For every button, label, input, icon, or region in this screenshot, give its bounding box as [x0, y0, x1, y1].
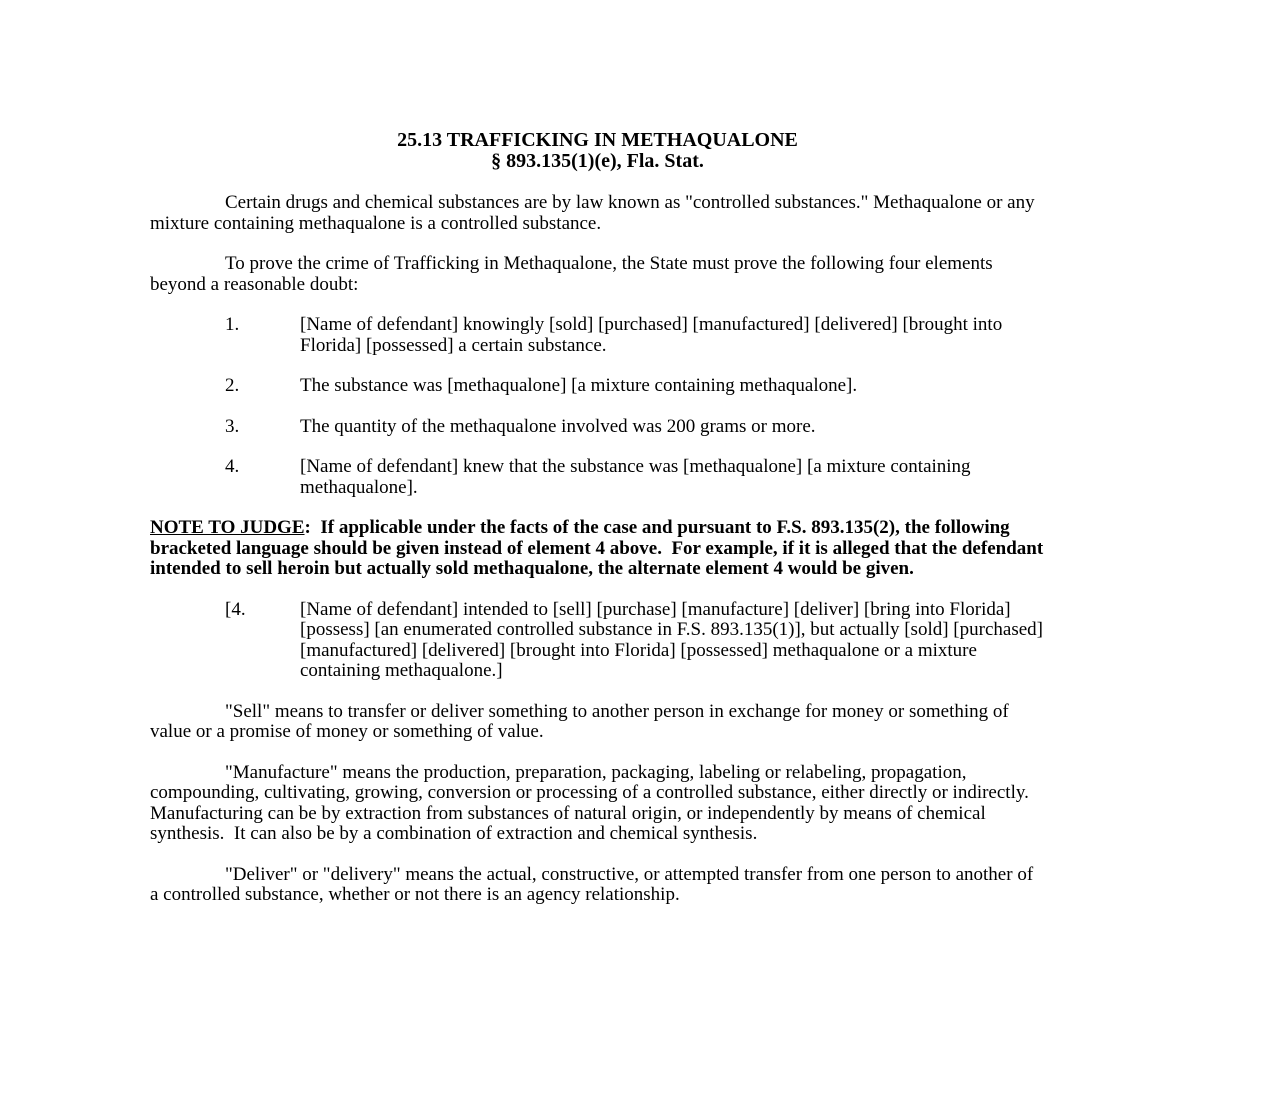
element-item-1	[150, 315, 1045, 356]
element-text: The substance was [methaqualone] [a mixture containing methaqualone].	[300, 375, 858, 396]
element-item-3	[150, 417, 1045, 438]
definition-deliver: "Deliver" or "delivery" means the actual, constructive, or attempted transfer from one person to another of a controlled substance, whether or not there is an agency relationship.	[150, 863, 1038, 905]
element-text: [Name of defendant] knowingly [sold] [purchased] [manufactured] [delivered] [brought into Florida] [possessed] a certain substance.	[300, 314, 1007, 356]
element-text: [Name of defendant] knew that the substance was [methaqualone] [a mixture containing methaqualone].	[300, 456, 976, 498]
definition-sell: "Sell" means to transfer or deliver something to another person in exchange for money or something of value or a promise of money or something of value.	[150, 700, 1014, 742]
note-to-judge-label: NOTE TO JUDGE	[150, 517, 305, 538]
element-number: 3.	[225, 415, 240, 437]
paragraph-burden: To prove the crime of Trafficking in Methaqualone, the State must prove the following four elements beyond a reasonable doubt:	[150, 253, 998, 295]
element-number: 2.	[225, 375, 240, 396]
element-item-2	[150, 376, 1045, 397]
definition-manufacture: "Manufacture" means the production, preparation, packaging, labeling or relabeling, propagation, compounding, cultivating, growing, conversion or processing of a controlled substance, either directly or indirectly. Manufacturing can be by extraction from substances of natural origin, or independently by means of chemical synthesis. It can also be by a combination of extraction and chemical synthesis.	[150, 761, 1039, 844]
element-number: 1.	[225, 314, 240, 335]
paragraph-intro: Certain drugs and chemical substances are by law known as "controlled substances." Methaqualone or any mixture containing methaqualone is a controlled substance.	[150, 192, 1040, 234]
element-number: 4.	[225, 456, 240, 477]
note-to-judge	[150, 517, 1048, 580]
statute-citation: § 893.135(1)(e), Fla. Stat.	[491, 150, 704, 172]
note-to-judge-text: : If applicable under the facts of the case and pursuant to F.S. 893.135(2), the following bracketed language should be given instead of element 4 above. For example, if it is alleged that the defendant intended to sell heroin but actually sold methaqualone, the alternate element 4 would be given.	[150, 517, 1048, 579]
elements-list	[150, 315, 1045, 498]
alternate-element-text: [Name of defendant] intended to [sell] [purchase] [manufacture] [deliver] [bring into Florida] [possess] [an enumerated controlled substance in F.S. 893.135(1)], but actually [sold] [purchased] [manufactured] [delivered] [brought into Florida] [possessed] methaqualone or a mixture containing methaqualone.]	[300, 598, 1048, 681]
element-text: The quantity of the methaqualone involved was 200 grams or more.	[300, 415, 816, 437]
document-title: 25.13 TRAFFICKING IN METHAQUALONE	[397, 129, 798, 151]
alternate-element-number: [4.	[225, 598, 246, 620]
element-item-4	[150, 457, 1045, 498]
alternate-element-4	[150, 598, 1048, 682]
